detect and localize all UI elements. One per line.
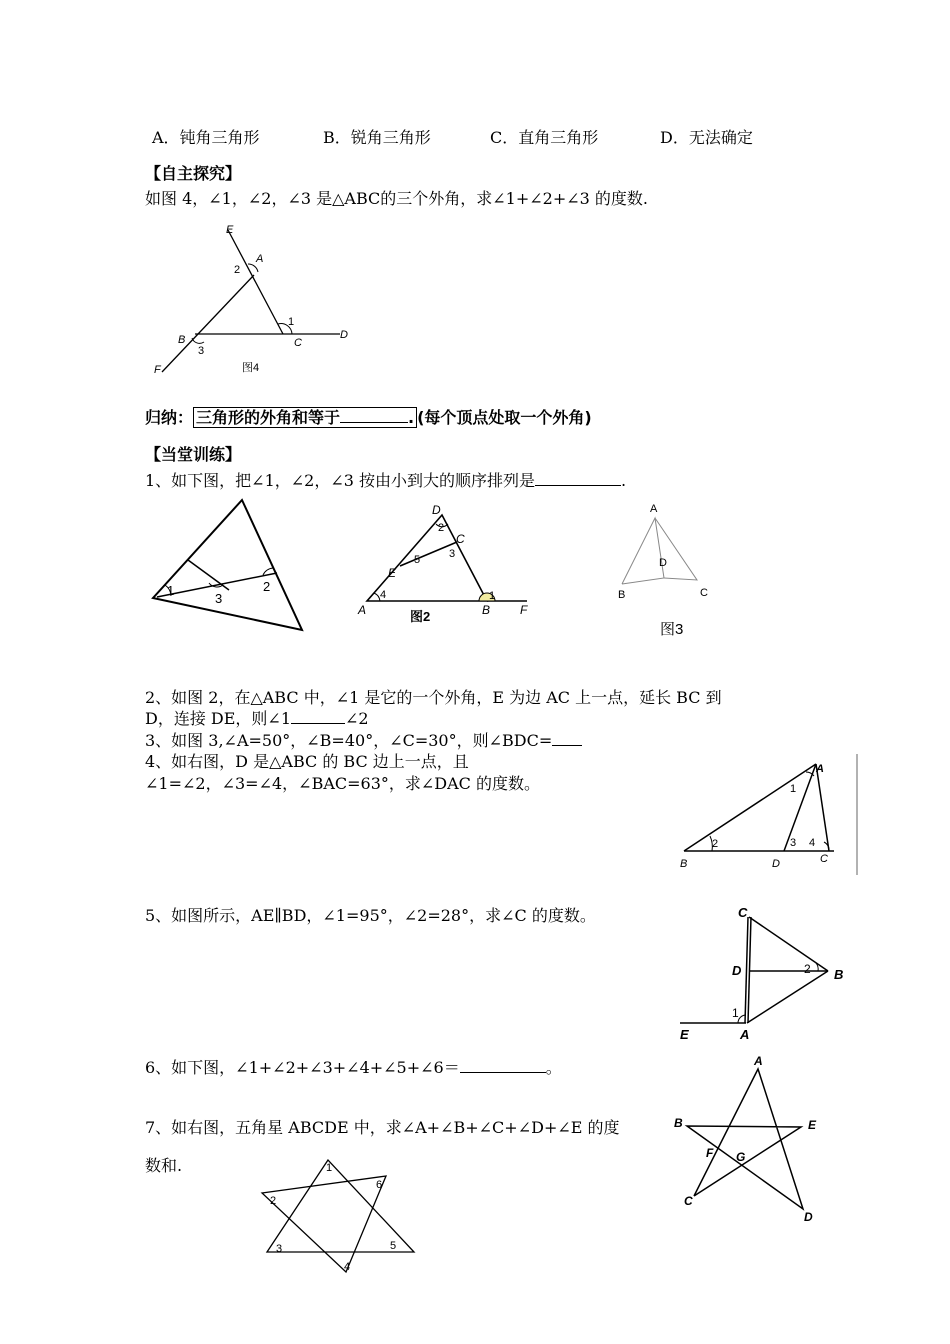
- figure-q6: [252, 1150, 422, 1280]
- fig2-angle-1: 1: [489, 590, 496, 602]
- q6-angle-2: 2: [270, 1195, 277, 1207]
- q5-label-b: B: [834, 967, 844, 982]
- q1-angle-1: 1: [167, 583, 175, 598]
- q6-angle-5: 5: [390, 1240, 397, 1252]
- q7-label-b: B: [674, 1116, 683, 1130]
- fig2-caption: 图2: [410, 609, 431, 624]
- summary-line: [145, 408, 592, 428]
- q2-line2: D，连接 DE，则∠1 ∠2: [145, 709, 369, 728]
- q6-angle-3: 3: [276, 1243, 283, 1255]
- q2-line1: 2、如图 2，在△ABC 中，∠1 是它的一个外角，E 为边 AC 上一点，延长 BC 到: [145, 688, 722, 707]
- figure-q4: [676, 752, 861, 877]
- fig3-label-c: C: [700, 587, 708, 599]
- fig3-caption: 图3: [660, 621, 684, 638]
- q7-label-f: F: [706, 1146, 714, 1160]
- q1-blank[interactable]: [535, 471, 621, 486]
- q5-angle-2: 2: [804, 962, 811, 976]
- summary-boxed: 三角形的外角和等于 .: [193, 407, 417, 428]
- fig4-angle-3: 3: [198, 345, 205, 357]
- fig4-label-d: D: [340, 329, 348, 341]
- fig4-label-c: C: [294, 337, 302, 349]
- fig2-angle-5: 5: [414, 554, 421, 566]
- q7-label-c: C: [684, 1194, 693, 1208]
- fig2-label-a: A: [358, 603, 367, 617]
- fig4-label-e: E: [226, 224, 234, 236]
- q4-line2: ∠1=∠2，∠3=∠4，∠BAC=63°，求∠DAC 的度数。: [145, 774, 541, 793]
- q5-text: 5、如图所示，AE∥BD，∠1=95°，∠2=28°，求∠C 的度数。: [145, 906, 596, 925]
- fig3-label-d: D: [659, 557, 667, 569]
- q4-angle-4: 4: [809, 837, 816, 849]
- fig4-label-b: B: [178, 334, 186, 346]
- option-c: C．直角三角形: [490, 128, 599, 147]
- q4-angle-3: 3: [790, 837, 797, 849]
- fig4-angle-2: 2: [234, 264, 241, 276]
- fig2-angle-3: 3: [449, 548, 456, 560]
- q7-line2: 数和.: [145, 1156, 183, 1175]
- figure-q5: [676, 903, 856, 1043]
- q6-text: 6、如下图，∠1+∠2+∠3+∠4+∠5+∠6＝ 。: [145, 1058, 562, 1077]
- q6-blank[interactable]: [460, 1058, 546, 1073]
- fig4-label-f: F: [154, 364, 161, 376]
- q1-angle-3: 3: [215, 591, 223, 606]
- q5-label-d: D: [732, 963, 742, 978]
- fig2-angle-2: 2: [438, 522, 445, 534]
- fig2-label-f: F: [520, 603, 528, 617]
- fig4-angle-1: 1: [288, 316, 295, 328]
- q7-label-d: D: [804, 1210, 813, 1224]
- fig4-caption: 图4: [242, 362, 260, 374]
- fig3-label-a: A: [650, 503, 658, 515]
- q1-text: 1、如下图，把∠1，∠2，∠3 按由小到大的顺序排列是 .: [145, 471, 627, 490]
- option-a: A．钝角三角形: [152, 128, 260, 147]
- figure-2: [352, 500, 537, 630]
- figure-q7: [670, 1055, 830, 1230]
- fig3-label-b: B: [618, 589, 626, 601]
- q4-label-b: B: [680, 858, 688, 870]
- q4-label-c: C: [820, 853, 828, 865]
- fig2-label-c: C: [456, 532, 465, 546]
- q6-angle-1: 1: [326, 1162, 333, 1174]
- q1-angle-2: 2: [263, 579, 271, 594]
- q5-label-a: A: [740, 1027, 750, 1042]
- fig2-angle-4: 4: [380, 589, 387, 601]
- section-explore-heading: 【自主探究】: [145, 164, 242, 183]
- q7-label-g: G: [736, 1150, 746, 1164]
- option-b: B．锐角三角形: [323, 128, 431, 147]
- figure-4: [150, 220, 370, 380]
- q4-label-a: A: [816, 763, 824, 775]
- figure-q1: [145, 495, 310, 635]
- fig2-label-b: B: [482, 603, 491, 617]
- fig2-label-e: E: [388, 566, 397, 580]
- fig4-label-a: A: [256, 253, 264, 265]
- q4-line1: 4、如右图，D 是△ABC 的 BC 边上一点，且: [145, 752, 469, 771]
- summary-note: (每个顶点处取一个外角): [417, 408, 592, 427]
- explore-question: 如图 4，∠1，∠2，∠3 是△ABC的三个外角，求∠1+∠2+∠3 的度数.: [145, 189, 649, 208]
- q7-label-e: E: [808, 1118, 817, 1132]
- fig2-label-d: D: [432, 503, 441, 517]
- summary-prefix: 归纳：: [145, 408, 194, 427]
- q3-blank[interactable]: [552, 731, 582, 746]
- q4-angle-2: 2: [712, 838, 719, 850]
- summary-blank[interactable]: [340, 408, 408, 423]
- figure-3: [612, 500, 722, 640]
- q7-line1: 7、如右图，五角星 ABCDE 中，求∠A+∠B+∠C+∠D+∠E 的度: [145, 1118, 620, 1137]
- option-d: D．无法确定: [660, 128, 753, 147]
- q2-blank[interactable]: [291, 709, 345, 724]
- q5-angle-1: 1: [732, 1006, 739, 1020]
- q3-text: 3、如图 3,∠A=50°，∠B=40°，∠C=30°，则∠BDC=: [145, 731, 582, 751]
- q5-label-e: E: [680, 1027, 689, 1042]
- q4-angle-1: 1: [790, 783, 797, 795]
- q4-label-d: D: [772, 858, 780, 870]
- q6-angle-4: 4: [344, 1261, 351, 1273]
- q5-label-c: C: [738, 905, 748, 920]
- q6-angle-6: 6: [376, 1179, 383, 1191]
- q7-label-a: A: [754, 1054, 763, 1068]
- section-practice-heading: 【当堂训练】: [145, 445, 242, 464]
